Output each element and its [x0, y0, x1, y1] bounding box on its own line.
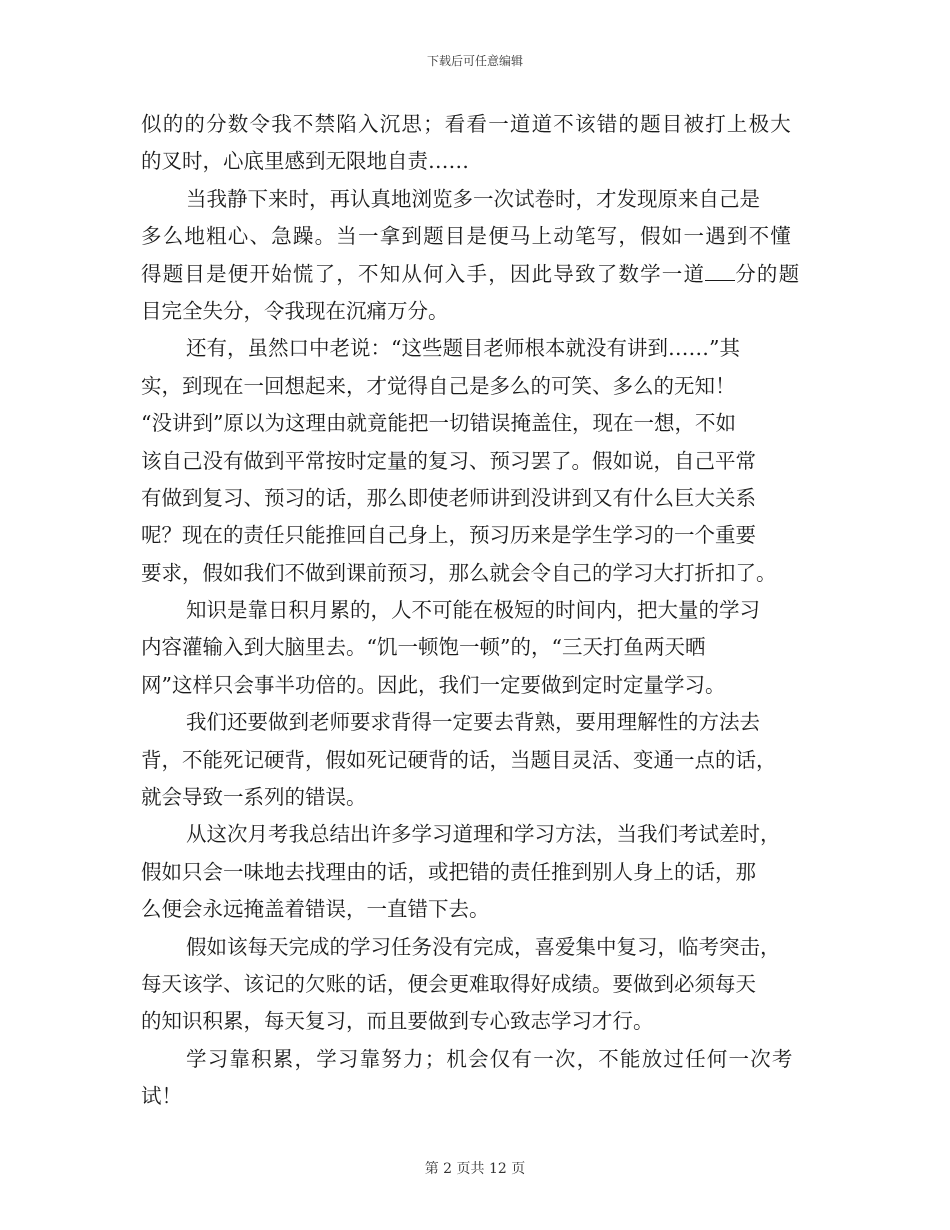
- text-line: “没讲到”原以为这理由就竟能把一切错误掩盖住，现在一想，不如: [141, 411, 736, 436]
- text-segment: 分的题: [735, 261, 801, 286]
- text-line: 要求，假如我们不做到课前预习，那么就会令自己的学习大打折扣了。: [141, 560, 777, 585]
- fill-in-blank: [705, 258, 735, 281]
- text-line: 呢？现在的责任只能推回自己身上，预习历来是学生学习的一个重要: [141, 523, 756, 548]
- text-line: 当我静下来时，再认真地浏览多一次试卷时，才发现原来自己是: [186, 186, 760, 211]
- text-line: 每天该学、该记的欠账的话，便会更难取得好成绩。要做到必须每天: [141, 971, 756, 996]
- page-number-footer: 第 2 页共 12 页: [424, 1161, 526, 1177]
- text-line: 从这次月考我总结出许多学习道理和学习方法，当我们考试差时，: [186, 822, 781, 847]
- text-line: 网”这样只会事半功倍的。因此，我们一定要做到定时定量学习。: [141, 672, 726, 697]
- text-line: 试！: [141, 1084, 182, 1109]
- text-line-with-blank: [141, 256, 801, 293]
- text-line: 有做到复习、预习的话，那么即使老师讲到没讲到又有什么巨大关系: [141, 485, 756, 510]
- text-line: 学习靠积累，学习靠努力；机会仅有一次，不能放过任何一次考: [186, 1046, 794, 1071]
- text-line: 的知识积累，每天复习，而且要做到专心致志学习才行。: [141, 1009, 654, 1034]
- text-line: 假如只会一味地去找理由的话，或把错的责任推到别人身上的话，那: [141, 859, 756, 884]
- text-line: 还有，虽然口中老说：“这些题目老师根本就没有讲到……”其: [186, 336, 740, 361]
- document-body: [141, 106, 801, 1116]
- text-line: 似的的分数令我不禁陷入沉思；看看一道道不该错的题目被打上极大: [141, 112, 792, 136]
- text-line: 假如该每天完成的学习任务没有完成，喜爱集中复习，临考突击，: [186, 934, 781, 959]
- text-line: 背，不能死记硬背，假如死记硬背的话，当题目灵活、变通一点的话，: [141, 747, 777, 772]
- page-header: 下载后可任意编辑: [426, 54, 523, 68]
- text-segment: 得题目是便开始慌了，不知从何入手，因此导致了数学一道: [141, 261, 706, 286]
- text-line: 么便会永远掩盖着错误，一直错下去。: [141, 897, 490, 922]
- text-line: 知识是靠日积月累的，人不可能在极短的时间内，把大量的学习: [186, 598, 760, 623]
- text-line: 就会导致一系列的错误。: [141, 785, 367, 810]
- text-line: 我们还要做到老师要求背得一定要去背熟，要用理解性的方法去: [186, 710, 760, 735]
- text-line: 目完全失分，令我现在沉痛万分。: [141, 298, 449, 323]
- text-line: 内容灌输入到大脑里去。“饥一顿饱一顿”的，“三天打鱼两天晒: [141, 635, 706, 660]
- text-line: 该自己没有做到平常按时定量的复习、预习罢了。假如说，自己平常: [141, 448, 756, 473]
- text-line: 多么地粗心、急躁。当一拿到题目是便马上动笔写，假如一遇到不懂: [141, 224, 792, 249]
- text-line: 的叉时，心底里感到无限地自责……: [141, 149, 469, 174]
- text-line: 实，到现在一回想起来，才觉得自己是多么的可笑、多么的无知！: [141, 373, 736, 398]
